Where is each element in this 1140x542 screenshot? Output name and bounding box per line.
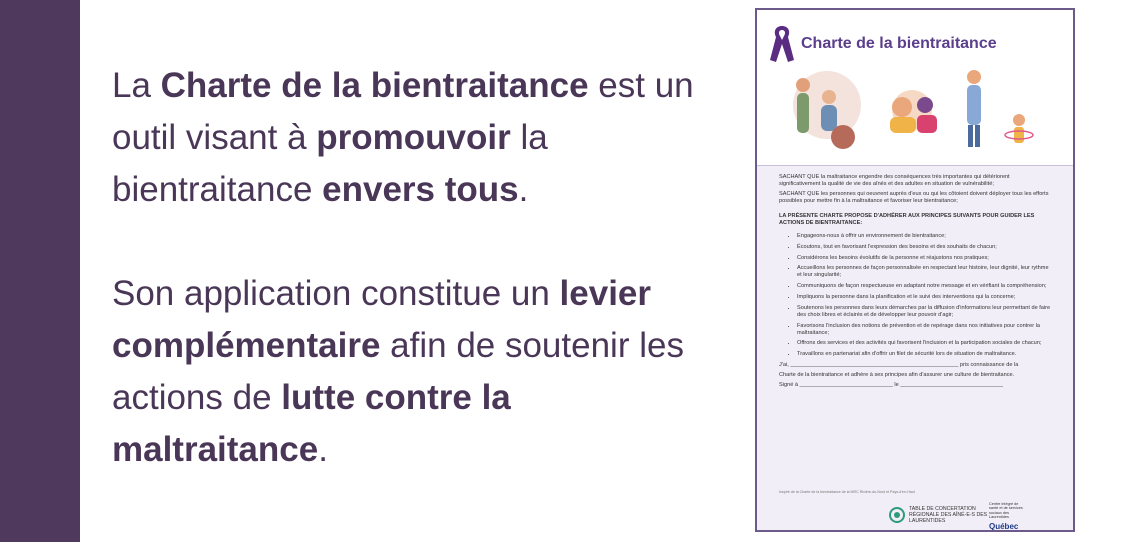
principle-item: • Offrons des services et des activités qui favorisent l'inclusion et la participation sociales de chacun; <box>797 340 1051 347</box>
footer-logos <box>757 502 1073 530</box>
document-credit: Inspiré de la Charte de la bientraitance de la MRC Rivière-du-Nord et Pays-d'en-Haut <box>779 490 915 494</box>
principle-item: • Écoutons, tout en favorisant l'expression des besoins et des souhaits de chacun; <box>797 244 1051 251</box>
illustration-person-3 <box>890 117 916 133</box>
tcr-logo <box>889 506 989 524</box>
text-run: la bientraitance <box>112 118 548 209</box>
tcr-logo-text: TABLE DE CONCERTATION RÉGIONALE DES AÎNÉ-E-S DES LAURENTIDES <box>909 506 988 524</box>
illustration-person-1 <box>797 93 809 133</box>
illustration-person-5 <box>967 85 981 125</box>
document-header <box>757 10 1073 160</box>
cisss-logo <box>989 502 1023 531</box>
document-body <box>757 165 1073 531</box>
text-run: . <box>318 430 328 469</box>
slide-text <box>112 60 732 476</box>
principle-item: • Favorisons l'inclusion des notions de prévention et de repérage dans nos initiatives pour contrer la maltraitance; <box>797 323 1051 337</box>
principle-item: • Travaillons en partenariat afin d'offrir un filet de sécurité lors de situation de maltraitance. <box>797 351 1051 358</box>
text-run: est un outil visant à <box>112 66 694 157</box>
tcr-logo-icon <box>889 507 905 523</box>
left-accent-bar <box>0 0 80 542</box>
emphasis-text: promouvoir <box>316 118 511 157</box>
intro-paragraph-1: SACHANT QUE la maltraitance engendre des conséquences très importantes qui détériorent significativement la qualité de vie des aînés et des adultes en situation de vulnérabilité; <box>779 174 1010 187</box>
text-run: La <box>112 66 161 105</box>
principle-item: • Impliquons la personne dans la planification et le suivi des interventions qui la concerne; <box>797 294 1051 301</box>
quebec-wordmark: Québec <box>989 521 1019 531</box>
acknowledgement-line-1: J'ai, ______________________________________________________ pris connaissance de la <box>779 361 1019 368</box>
illustration-person-2 <box>821 105 837 131</box>
principle-item: • Communiquons de façon respectueuse en adaptant notre message et en vérifiant la compréhension; <box>797 283 1051 290</box>
cisss-logo-text: Centre intégré de santé et de services sociaux des Laurentides <box>989 502 1023 520</box>
text-run: Son application constitue un <box>112 274 560 313</box>
emphasis-text: lutte contre la maltraitance <box>112 378 511 469</box>
emphasis-text: envers tous <box>322 170 519 209</box>
principle-item: • Considérons les besoins évolutifs de la personne et réajustons nos pratiques; <box>797 255 1051 262</box>
illustration-person-6 <box>1014 127 1024 143</box>
principle-item: • Soutenons les personnes dans leurs démarches par la diffusion d'informations leur permettant de faire des choix libres et éclairés et de développer leur pouvoir d'agir; <box>797 305 1051 319</box>
people-illustration <box>757 65 1075 160</box>
awareness-ribbon-icon <box>767 22 797 64</box>
illustration-person-4 <box>917 115 937 133</box>
acknowledgement-line-2: Charte de la bientraitance et adhère à ses principes afin d'assurer une culture de bientraitance. <box>779 371 1015 378</box>
signature-line: Signé à ______________________________ le _________________________________ <box>779 381 1003 388</box>
principles-heading: LA PRÉSENTE CHARTE PROPOSE D'ADHÉRER AUX PRINCIPES SUIVANTS POUR GUIDER LES ACTIONS DE BIENTRAITANCE: <box>779 213 1035 226</box>
charter-document-image <box>755 8 1075 532</box>
principle-item: • Accueillons les personnes de façon personnalisée en respectant leur histoire, leur dignité, leur rythme et leur singularité; <box>797 265 1051 279</box>
text-run: afin de soutenir les actions de <box>112 326 684 417</box>
emphasis-text: Charte de la bientraitance <box>160 66 589 105</box>
document-title: Charte de la bientraitance <box>801 35 997 52</box>
paragraph-1 <box>112 60 732 216</box>
principles-list <box>779 233 1051 358</box>
text-run: . <box>518 170 529 209</box>
intro-paragraph-2: SACHANT QUE les personnes qui oeuvrent auprès d'eux ou qui les côtoient doivent déployer tous les efforts possibles pour mettre fin à la maltraitance et favoriser leur bientraitance; <box>779 191 1049 204</box>
paragraph-2 <box>112 268 732 476</box>
emphasis-text: levier complémentaire <box>112 274 652 365</box>
principle-item: • Engageons-nous à offrir un environnement de bientraitance; <box>797 233 1051 240</box>
